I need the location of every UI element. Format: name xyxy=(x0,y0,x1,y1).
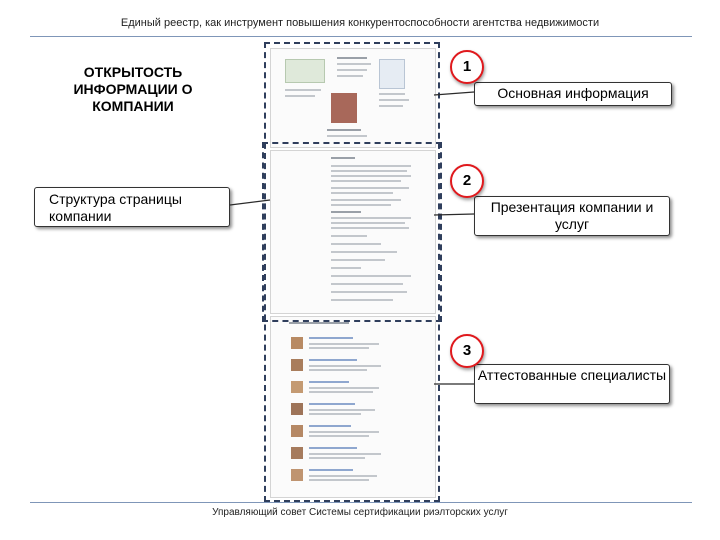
callout-basic-info xyxy=(474,82,672,106)
callout-1-text: Основная информация xyxy=(497,85,649,101)
structure-label-text: Структура страницы компании xyxy=(49,191,182,224)
badge-number-2: 2 xyxy=(450,164,484,198)
badge-number-3: 3 xyxy=(450,334,484,368)
openness-label: ОТКРЫТОСТЬ ИНФОРМАЦИИ О КОМПАНИИ xyxy=(73,64,193,114)
connector-1 xyxy=(434,92,474,95)
connector-structure xyxy=(230,200,270,205)
callout-presentation xyxy=(474,196,670,236)
callout-specialists xyxy=(474,364,670,404)
callout-2-text: Презентация компании и услуг xyxy=(490,199,654,232)
connector-2 xyxy=(434,214,474,215)
page-footer-text: Управляющий совет Системы сертификации риэлторских услуг xyxy=(212,507,508,518)
page-header-title: Единый реестр, как инструмент повышения конкурентоспособности агентства недвижимости xyxy=(120,17,600,29)
badge-number-1: 1 xyxy=(450,50,484,84)
callout-3-text: Аттестованные специалисты xyxy=(477,367,667,383)
footer-rule xyxy=(30,502,692,503)
